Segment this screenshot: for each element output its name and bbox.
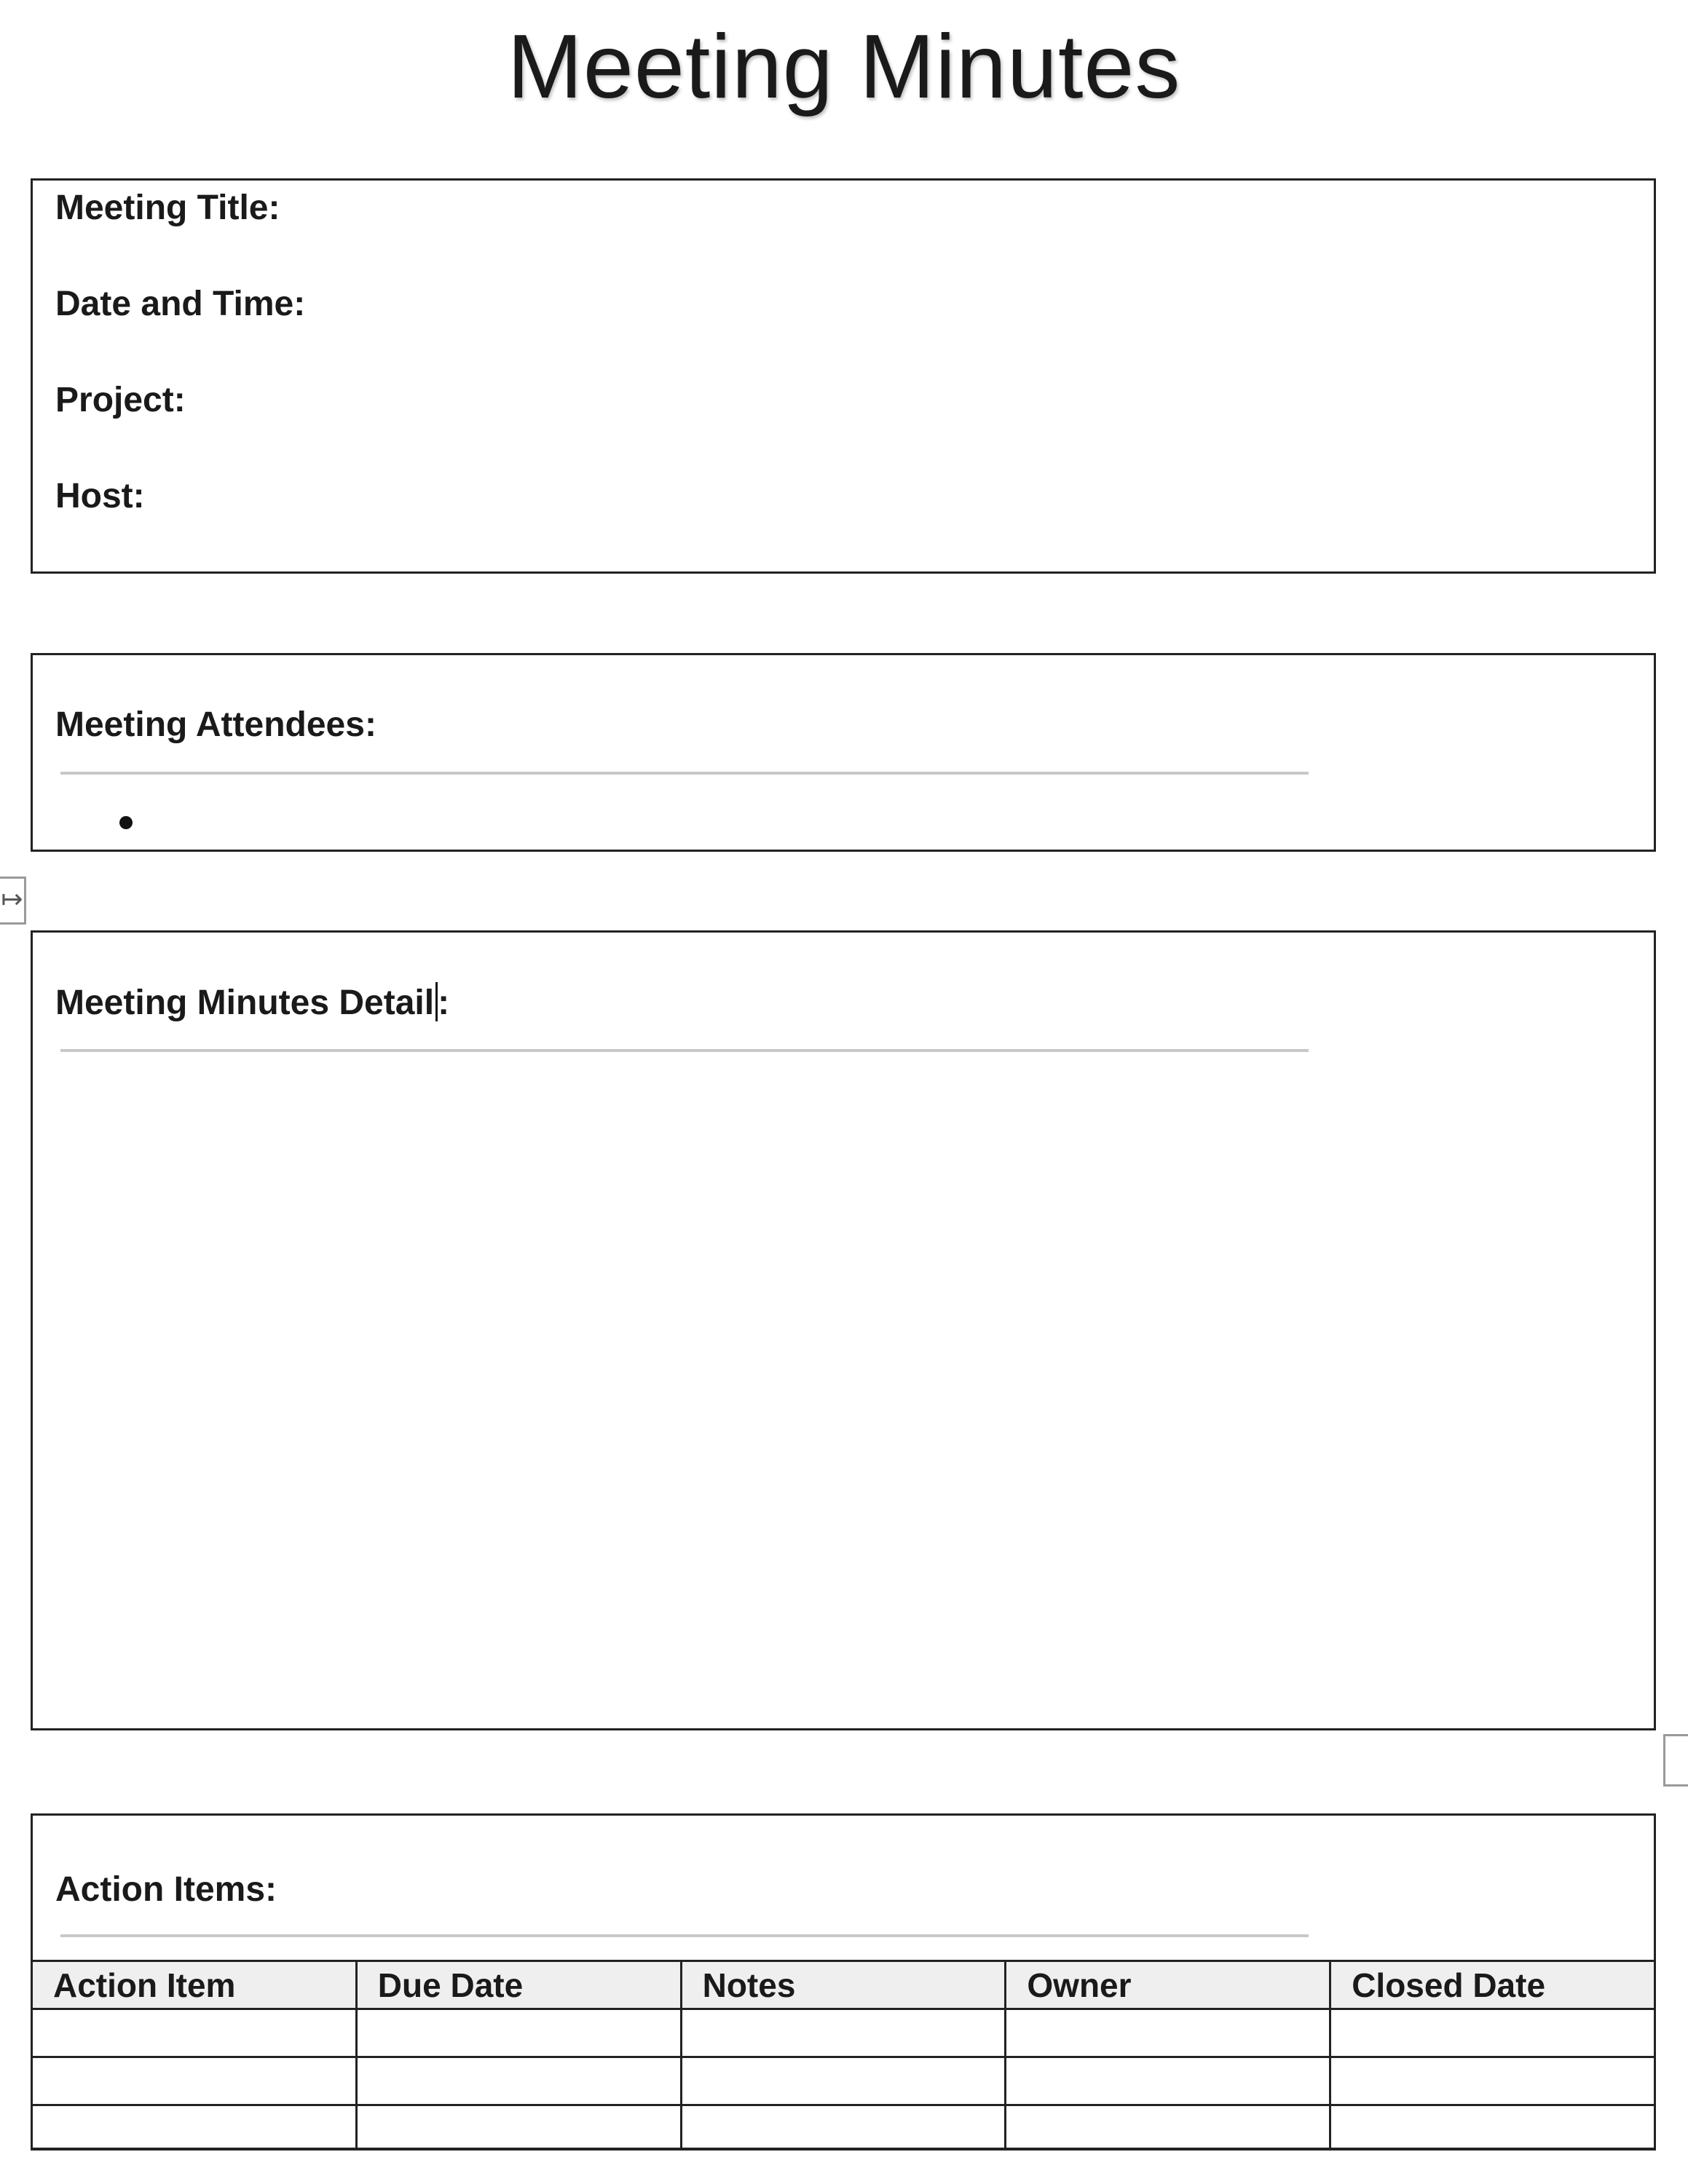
column-header-action-item: Action Item	[32, 1961, 357, 2009]
date-time-label: Date and Time:	[55, 285, 306, 323]
minutes-detail-divider	[60, 1049, 1309, 1052]
table-header-row	[32, 1961, 1655, 2009]
minutes-detail-heading-colon: :	[438, 984, 450, 1022]
project-label: Project:	[55, 381, 186, 419]
table-cell[interactable]	[32, 2105, 357, 2149]
table-cell[interactable]	[356, 2057, 681, 2105]
attendees-box[interactable]	[31, 653, 1656, 852]
table-cell[interactable]	[32, 2009, 357, 2057]
document-title: Meeting Minutes	[507, 17, 1181, 117]
action-items-table	[31, 1960, 1656, 2150]
column-header-due-date: Due Date	[356, 1961, 681, 2009]
action-items-box[interactable]	[31, 1813, 1656, 2151]
table-cell[interactable]	[1006, 2009, 1330, 2057]
table-cell[interactable]	[681, 2057, 1006, 2105]
attendees-divider	[60, 772, 1309, 775]
action-items-divider	[60, 1934, 1309, 1937]
table-cell[interactable]	[1330, 2105, 1655, 2149]
meeting-info-box[interactable]	[31, 178, 1656, 574]
action-items-heading: Action Items:	[55, 1870, 277, 1909]
attendees-heading: Meeting Attendees:	[55, 705, 376, 744]
table-cell[interactable]	[681, 2105, 1006, 2149]
attendee-bullet[interactable]	[119, 816, 133, 829]
table-row	[32, 2009, 1655, 2057]
minutes-detail-heading	[55, 982, 449, 1024]
column-header-closed-date: Closed Date	[1330, 1961, 1655, 2009]
table-cell[interactable]	[681, 2009, 1006, 2057]
table-row	[32, 2057, 1655, 2105]
table-cell[interactable]	[356, 2009, 681, 2057]
column-header-owner: Owner	[1006, 1961, 1330, 2009]
column-header-notes: Notes	[681, 1961, 1006, 2009]
meeting-title-label: Meeting Title:	[55, 189, 280, 227]
table-cell[interactable]	[1330, 2009, 1655, 2057]
table-cell[interactable]	[1006, 2057, 1330, 2105]
table-cell[interactable]	[32, 2057, 357, 2105]
move-handle-icon[interactable]: ↦	[0, 877, 26, 925]
table-cell[interactable]	[1330, 2057, 1655, 2105]
table-row	[32, 2105, 1655, 2149]
table-cell[interactable]	[1006, 2105, 1330, 2149]
table-cell[interactable]	[356, 2105, 681, 2149]
resize-handle-icon[interactable]	[1663, 1734, 1688, 1787]
host-label: Host:	[55, 477, 145, 515]
minutes-detail-heading-text: Meeting Minutes Detail	[55, 984, 435, 1022]
minutes-detail-box[interactable]	[31, 930, 1656, 1730]
